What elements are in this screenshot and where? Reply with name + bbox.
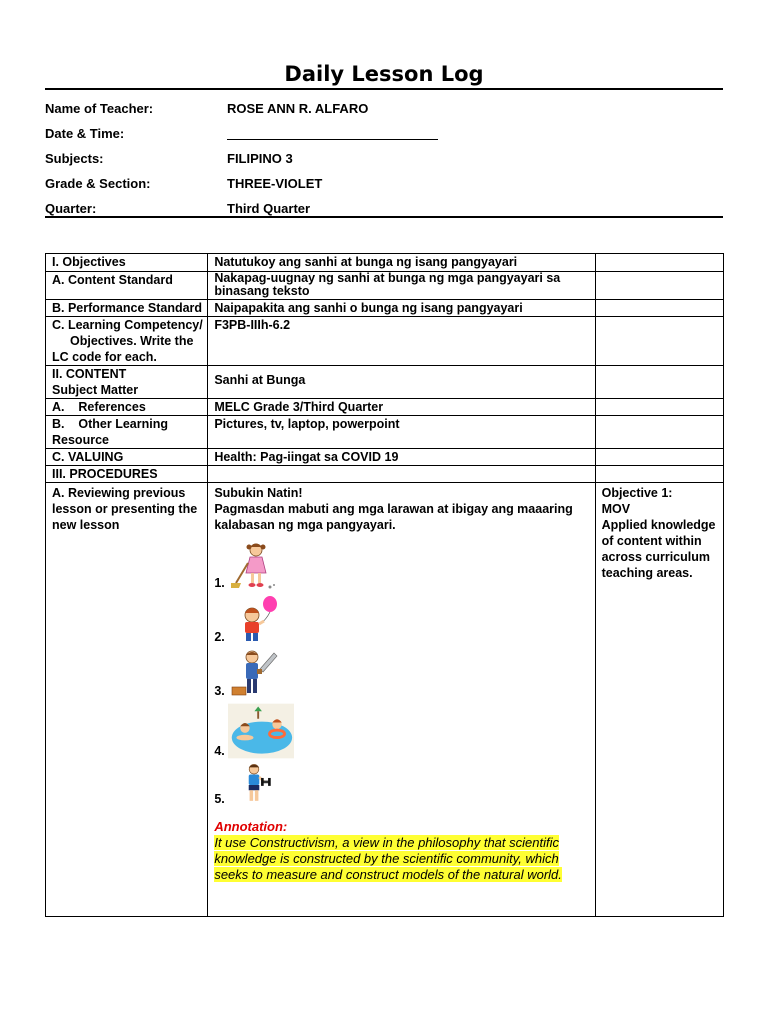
table-row [46, 254, 724, 272]
objective-text: Applied knowledge of content within across curriculum teaching areas. [601, 518, 716, 580]
table-row [46, 449, 724, 466]
content-value: Sanhi at Bunga [214, 373, 306, 387]
row-value: Pictures, tv, laptop, powerpoint [208, 416, 595, 449]
annotation-text: It use Constructivism, a view in the philosophy that scientific knowledge is constructed by the scientific community, which seeks to measure and construct models of the natural world. [214, 835, 562, 882]
item-number: 4. [214, 744, 225, 758]
date-blank-line [227, 139, 438, 140]
row-label [46, 366, 208, 399]
table-row [46, 466, 724, 483]
row-label [46, 317, 208, 366]
list-item [214, 649, 588, 699]
annotation-title: Annotation: [214, 819, 288, 834]
row-label: A. Content Standard [46, 272, 208, 300]
row-label: A. Reviewing previous lesson or presenting the new lesson [46, 483, 208, 917]
row-note [595, 300, 723, 317]
row-note [595, 399, 723, 416]
row-note [595, 483, 723, 917]
row-value [208, 466, 595, 483]
row-label: A. References [46, 399, 208, 416]
lc-label-line2: Objectives. Write the [70, 334, 194, 348]
row-note [595, 416, 723, 449]
girl-sweeping-icon [228, 541, 280, 591]
kids-swimming-icon [228, 703, 294, 759]
lc-label-line1: C. Learning Competency/ [52, 318, 203, 332]
info-label-date: Date & Time: [45, 126, 125, 141]
content-label-line1: II. CONTENT [52, 367, 127, 381]
list-item [214, 703, 588, 759]
table-row [46, 416, 724, 449]
activity-instruction: Pagmasdan mabuti ang mga larawan at ibigay ang maaaring kalabasan ng mga pangyayari. [214, 502, 573, 532]
row-label: B. Performance Standard [46, 300, 208, 317]
objective-title: Objective 1: [601, 486, 673, 500]
list-item [214, 763, 588, 807]
page-title: Daily Lesson Log [284, 62, 484, 86]
resource-label-line1: B. Other Learning [52, 417, 168, 431]
row-label [46, 416, 208, 449]
row-value: Naipapakita ang sanhi o bunga ng isang pangyayari [208, 300, 595, 317]
table-row [46, 483, 724, 917]
row-note [595, 272, 723, 300]
carpenter-saw-icon [228, 649, 280, 699]
info-label-quarter: Quarter: [45, 201, 97, 216]
content-label-line2: Subject Matter [52, 383, 139, 397]
table-row [46, 300, 724, 317]
row-note [595, 366, 723, 399]
table-row [46, 366, 724, 399]
info-label-subjects: Subjects: [45, 151, 104, 166]
row-label: C. VALUING [46, 449, 208, 466]
header-divider [45, 216, 723, 218]
row-note [595, 254, 723, 272]
row-value: F3PB-IIIh-6.2 [208, 317, 595, 366]
item-number: 3. [214, 684, 225, 698]
item-number: 5. [214, 792, 225, 806]
row-value: Health: Pag-iingat sa COVID 19 [208, 449, 595, 466]
row-value [208, 483, 595, 917]
info-value-teacher: ROSE ANN R. ALFARO [227, 101, 369, 116]
lc-label-line3: LC code for each. [52, 350, 157, 364]
row-note [595, 317, 723, 366]
row-note [595, 449, 723, 466]
activity-heading: Subukin Natin! [214, 486, 303, 500]
table-row [46, 317, 724, 366]
table-row [46, 399, 724, 416]
table-row [46, 272, 724, 300]
item-number: 1. [214, 576, 225, 590]
row-value: Natutukoy ang sanhi at bunga ng isang pangyayari [208, 254, 595, 272]
row-note [595, 466, 723, 483]
row-value [208, 366, 595, 399]
row-label: III. PROCEDURES [46, 466, 208, 483]
info-value-quarter: Third Quarter [227, 201, 311, 216]
list-item [214, 595, 588, 645]
list-item [214, 541, 588, 591]
boy-dumbbell-icon [228, 763, 280, 807]
objective-mov: MOV [601, 502, 631, 516]
info-value-subjects: FILIPINO 3 [227, 151, 293, 166]
info-label-teacher: Name of Teacher: [45, 101, 154, 116]
title-underline [45, 88, 723, 90]
info-value-grade: THREE-VIOLET [227, 176, 323, 191]
row-label: I. Objectives [46, 254, 208, 272]
info-label-grade: Grade & Section: [45, 176, 151, 191]
row-value: Nakapag-uugnay ng sanhi at bunga ng mga pangyayari sa binasang teksto [208, 272, 595, 300]
item-number: 2. [214, 630, 225, 644]
lesson-log-table [45, 253, 724, 917]
boy-balloon-icon [228, 595, 280, 645]
resource-label-line2: Resource [52, 433, 109, 447]
row-value: MELC Grade 3/Third Quarter [208, 399, 595, 416]
